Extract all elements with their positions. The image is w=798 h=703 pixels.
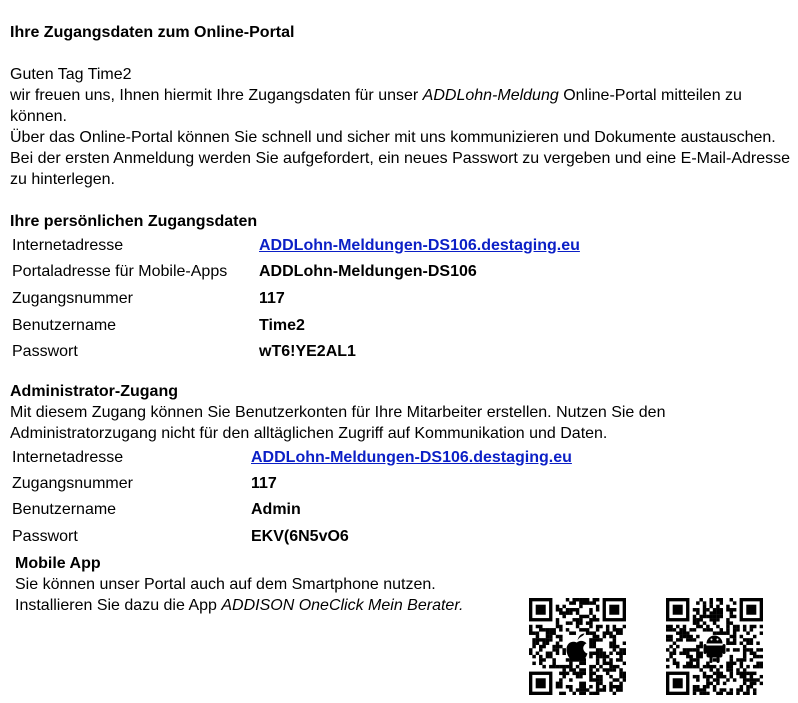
qr-finder-pattern: [536, 605, 546, 615]
mobile-line-1: Sie können unser Portal auch auf dem Smartphone nutzen.: [15, 575, 436, 593]
intro-line-2: Über das Online-Portal können Sie schnell und sicher mit uns kommunizieren und Dokumente austauschen.: [10, 129, 776, 146]
qr-finder-pattern: [746, 605, 756, 615]
table-row: [12, 444, 572, 470]
table-row: [12, 523, 572, 549]
row-value: 117: [259, 289, 285, 307]
intro-line-1: [10, 85, 790, 127]
row-value: wT6!YE2AL1: [259, 343, 356, 361]
table-row: [12, 259, 580, 286]
row-label: Zugangsnummer: [12, 289, 133, 307]
qr-code-ios-graphic: [529, 598, 626, 695]
mobile-line-2-pre: Installieren Sie dazu die App: [15, 596, 222, 614]
admin-access-heading: Administrator-Zugang: [10, 382, 178, 400]
row-value: Time2: [259, 316, 305, 334]
personal-credentials-section: [10, 211, 798, 365]
row-label: Internetadresse: [12, 236, 124, 254]
product-name: ADDLohn-Meldung: [422, 87, 559, 104]
row-label: Benutzername: [12, 316, 117, 334]
personal-credentials-heading: Ihre persönlichen Zugangsdaten: [10, 213, 258, 230]
admin-description: Mit diesem Zugang können Sie Benutzerkonten für Ihre Mitarbeiter erstellen. Nutzen Sie den Administratorzugang nicht für den alltäglichen Zugriff auf Kommunikation und Daten.: [10, 403, 666, 442]
intro-line-1-post: Online-Portal mitteilen zu können.: [10, 87, 742, 125]
admin-access-section: [10, 381, 798, 550]
qr-finder-pattern: [673, 605, 683, 615]
app-name: ADDISON OneClick Mein Berater.: [221, 596, 464, 614]
row-value: EKV(6N5vO6: [251, 527, 349, 545]
qr-code-ios[interactable]: [529, 598, 626, 695]
row-label: Portaladresse für Mobile-Apps: [12, 263, 228, 281]
table-row: [12, 470, 572, 496]
table-row: [12, 338, 580, 365]
row-label: Internetadresse: [12, 448, 124, 466]
qr-code-android-graphic: [666, 598, 763, 695]
row-label: Zugangsnummer: [12, 475, 133, 493]
page-title: Ihre Zugangsdaten zum Online-Portal: [10, 24, 295, 41]
table-row: [12, 497, 572, 523]
admin-credentials-table: [12, 444, 572, 550]
intro-line-3: Bei der ersten Anmeldung werden Sie aufgefordert, ein neues Passwort zu vergeben und eine E-Mail-Adresse zu hinterlegen.: [10, 150, 791, 188]
table-row: [12, 285, 580, 312]
row-label: Benutzername: [12, 501, 117, 519]
qr-finder-pattern: [673, 678, 683, 688]
row-label: Passwort: [12, 527, 78, 545]
admin-internet-address-link[interactable]: ADDLohn-Meldungen-DS106.destaging.eu: [251, 448, 572, 466]
personal-credentials-table: [12, 232, 580, 365]
internet-address-link[interactable]: ADDLohn-Meldungen-DS106.destaging.eu: [259, 236, 580, 254]
greeting: Guten Tag Time2: [10, 66, 132, 83]
row-value: ADDLohn-Meldungen-DS106: [259, 263, 477, 281]
table-row: [12, 312, 580, 339]
qr-finder-pattern: [609, 605, 619, 615]
row-value: 117: [251, 475, 277, 493]
row-label: Passwort: [12, 343, 78, 361]
qr-code-android[interactable]: [666, 598, 763, 695]
intro-text: [10, 64, 790, 190]
intro-line-1-pre: wir freuen uns, Ihnen hiermit Ihre Zugangsdaten für unser: [10, 87, 423, 104]
table-row: [12, 232, 580, 259]
qr-finder-pattern: [536, 678, 546, 688]
mobile-app-heading: Mobile App: [15, 554, 101, 572]
row-value: Admin: [251, 501, 301, 519]
